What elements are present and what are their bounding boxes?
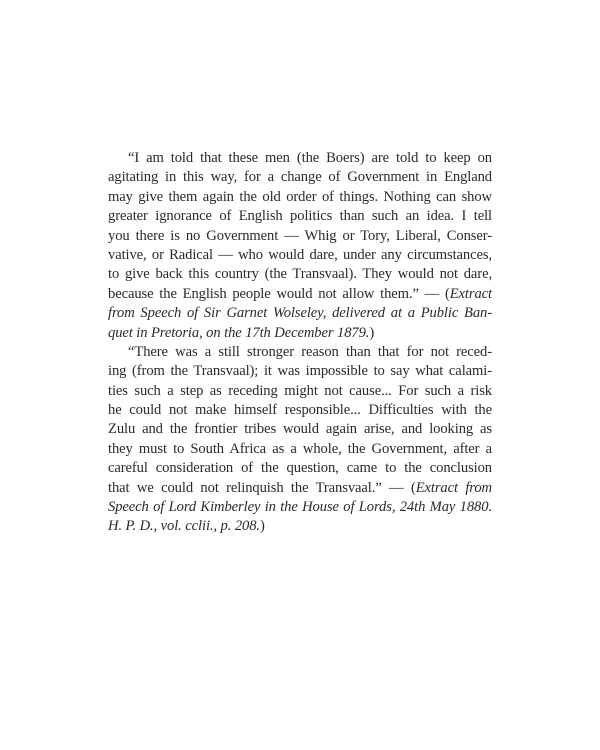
quote-text: may give them again the old order of things. Nothing can show xyxy=(108,188,492,205)
quote-text: they must to South Africa as a whole, the Government, after a xyxy=(108,440,492,457)
quote-text: you there is no Government — Whig or Tory, Liberal, Conser- xyxy=(108,227,492,244)
citation-text: Speech of Lord Kimberley in the House of Lords, 24th May 1880. xyxy=(108,499,492,516)
quote-text: because the English people would not allow them.” — ( xyxy=(108,285,450,302)
paragraph-2-line xyxy=(108,362,492,381)
quote-text: ) xyxy=(369,324,375,341)
citation-text: Extract from xyxy=(415,479,492,496)
paragraph-1-line xyxy=(108,304,492,323)
paragraph-2-line xyxy=(108,459,492,478)
quote-text: he could not make himself responsible... Difficulties with the xyxy=(108,402,492,419)
paragraph-2-line xyxy=(108,440,492,459)
paragraph-1-line xyxy=(108,246,492,265)
body-text xyxy=(108,149,492,537)
quote-text: ) xyxy=(259,518,265,535)
quote-text: vative, or Radical — who would dare, under any circumstances, xyxy=(108,246,492,263)
citation-text: from Speech of Sir Garnet Wolseley, delivered at a Public Ban- xyxy=(108,305,492,322)
quote-text: to give back this country (the Transvaal). They would not dare, xyxy=(108,266,492,283)
paragraph-1-line xyxy=(108,324,492,343)
paragraph-2-line xyxy=(108,498,492,517)
quote-text: ties such a step as receding might not cause... For such a risk xyxy=(108,382,492,399)
quote-text: that we could not relinquish the Transvaal.” — ( xyxy=(108,479,416,496)
quote-text: “There was a still stronger reason than that for not reced- xyxy=(128,343,492,360)
paragraph-2-line xyxy=(108,479,492,498)
paragraph-2-line xyxy=(108,420,492,439)
quote-text: greater ignorance of English politics than such an idea. I tell xyxy=(108,208,492,225)
quote-text: ing (from the Transvaal); it was impossible to say what calami- xyxy=(108,363,492,380)
paragraph-2-line xyxy=(108,401,492,420)
citation-text: Extract xyxy=(449,285,492,302)
paragraph-1-line xyxy=(108,149,492,168)
paragraph-2-line xyxy=(108,343,492,362)
quote-text: Zulu and the frontier tribes would again arise, and looking as xyxy=(108,421,492,438)
paragraph-2-line xyxy=(108,382,492,401)
citation-text: quet in Pretoria, on the 17th December 1879. xyxy=(108,324,370,341)
paragraph-1-line xyxy=(108,207,492,226)
paragraph-1-line xyxy=(108,265,492,284)
quote-text: careful consideration of the question, came to the conclusion xyxy=(108,460,492,477)
paragraph-1-line xyxy=(108,168,492,187)
quote-text: “I am told that these men (the Boers) are told to keep on xyxy=(128,150,492,166)
paragraph-1-line xyxy=(108,285,492,304)
paragraph-2-line xyxy=(108,517,492,536)
paragraph-1-line xyxy=(108,227,492,246)
citation-text: H. P. D., vol. cclii., p. 208. xyxy=(108,518,260,535)
quote-text: agitating in this way, for a change of Government in England xyxy=(108,169,492,186)
paragraph-1-line xyxy=(108,188,492,207)
